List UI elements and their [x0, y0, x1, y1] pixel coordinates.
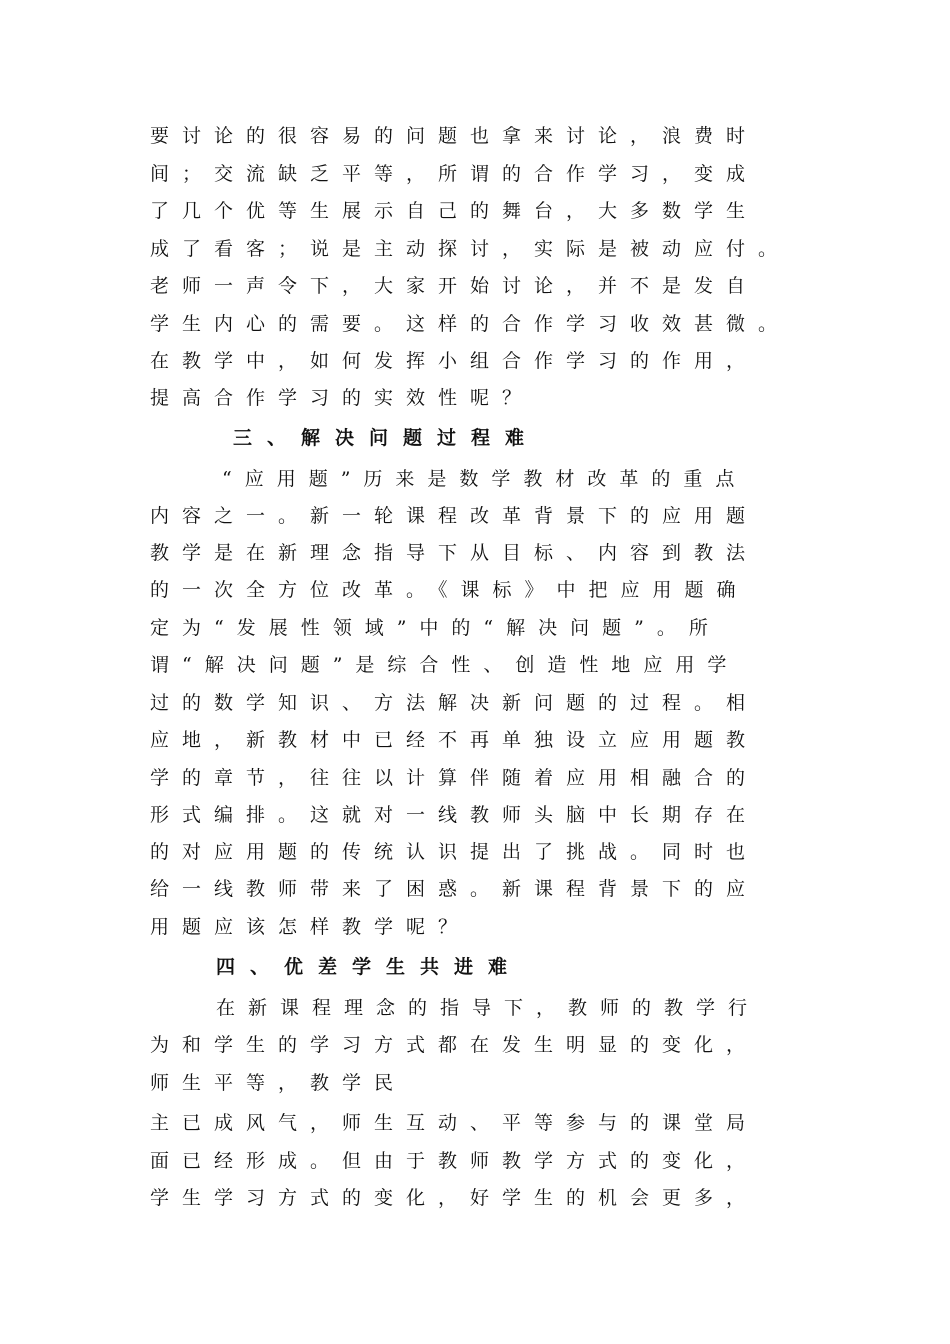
- paragraph-line: 间；交流缺乏平等，所谓的合作学习，变成: [150, 163, 759, 185]
- paragraph-line: 内容之一。新一轮课程改革背景下的应用题: [150, 505, 759, 527]
- paragraph-line: 老师一声令下，大家开始讨论，并不是发自: [150, 275, 759, 297]
- paragraph-line: 学生学习方式的变化，好学生的机会更多，: [150, 1187, 759, 1209]
- paragraph-line: 的一次全方位改革。《课标》中把应用题确: [150, 579, 749, 601]
- paragraph-line: 在教学中，如何发挥小组合作学习的作用，: [150, 350, 759, 372]
- paragraph-line: 过的数学知识、方法解决新问题的过程。相: [150, 692, 759, 714]
- paragraph-line: 定为“发展性领域”中的“解决问题”。所: [150, 617, 721, 639]
- paragraph-line: 学的章节，往往以计算伴随着应用相融合的: [150, 767, 759, 789]
- paragraph-line: 成了看客；说是主动探讨，实际是被动应付。: [150, 238, 791, 260]
- paragraph-line: 教学是在新理念指导下从目标、内容到教法: [150, 542, 759, 564]
- section-heading: 三、解决问题过程难: [233, 427, 540, 449]
- paragraph-line: 提高合作学习的实效性呢？: [150, 387, 535, 409]
- paragraph-line: 要讨论的很容易的问题也拿来讨论，浪费时: [150, 125, 759, 147]
- section-heading: 四、优差学生共进难: [216, 956, 523, 978]
- paragraph-line: 了几个优等生展示自己的舞台，大多数学生: [150, 200, 759, 222]
- paragraph-line: 面已经形成。但由于教师教学方式的变化，: [150, 1150, 759, 1172]
- paragraph-line: 学生内心的需要。这样的合作学习收效甚微。: [150, 313, 791, 335]
- paragraph-line: 应地，新教材中已经不再单独设立应用题教: [150, 729, 759, 751]
- paragraph-line: 为和学生的学习方式都在发生明显的变化，: [150, 1034, 759, 1056]
- paragraph-line: 师生平等，教学民: [150, 1072, 407, 1094]
- paragraph-line: “应用题”历来是数学教材改革的重点: [222, 468, 748, 490]
- paragraph-line: 形式编排。这就对一线教师头脑中长期存在: [150, 804, 759, 826]
- paragraph-line: 的对应用题的传统认识提出了挑战。同时也: [150, 841, 759, 863]
- paragraph-line: 给一线教师带来了困惑。新课程背景下的应: [150, 878, 759, 900]
- paragraph-line: 主已成风气，师生互动、平等参与的课堂局: [150, 1112, 759, 1134]
- paragraph-line: 在新课程理念的指导下，教师的教学行: [216, 997, 761, 1019]
- paragraph-line: 谓“解决问题”是综合性、创造性地应用学: [150, 654, 740, 676]
- paragraph-line: 用题应该怎样教学呢？: [150, 916, 471, 938]
